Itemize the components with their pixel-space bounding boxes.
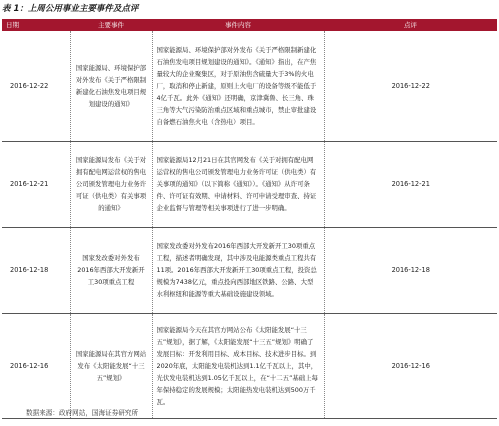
cell-content: 国家能源局今天在其官方网站公布《太阳能发展“十三五”规划》，据了解，《太阳能发展“十三五”规划》明确了发展目标：开发利用目标、成本目标、技术进步目标。到2020年底，太阳能发电装机达到1.1亿千瓦以上，其中，光伏发电装机达到1.05亿千瓦以上，在“十二五”基础上每年保持稳定的发展规模；太阳能热发电装机达到500万千瓦。 xyxy=(152,313,324,418)
cell-subject: 国家能源局发布《关于对拥有配电网运营权的售电公司颁发管理电力业务许可证（供电类）有关事项的通知》 xyxy=(70,141,152,227)
cell-content: 国家能源局12月21日在其官网发布《关于对拥有配电网运营权的售电公司颁发管理电力业务许可证（供电类）有关事项的通知》（以下简称《通知》）。《通知》从许可条件、许可证有效期、申请材料、许可申请受理审查、持证企业监督与管理等相关事项进行了进一步明确。 xyxy=(152,141,324,227)
cell-subject: 国家能源局、环境保护部对外发布《关于严格限制新建化石油焦发电项目规划建设的通知》 xyxy=(70,31,152,141)
cell-comment: 2016-12-22 xyxy=(324,31,497,141)
cell-content: 国家发改委对外发布2016年西部大开发新开工30项重点工程，描述者明确发现，其中涉及电能源类重点工程共有11项。2016年西部大开发新开工30项重点工程，投资总规模为7438亿元，重点投向西部地区铁路、公路、大型水利枢纽和能源等重大基础设施建设领域。 xyxy=(152,227,324,313)
cell-subject: 国家发改委对外发布2016年西部大开发新开工30项重点工程 xyxy=(70,227,152,313)
cell-subject: 国家能源局在其官方网站发布《太阳能发展“十三五”规划》 xyxy=(70,313,152,418)
cell-comment: 2016-12-21 xyxy=(324,141,497,227)
cell-date: 2016-12-18 xyxy=(2,227,70,313)
table-header-row xyxy=(2,19,497,31)
cell-date: 2016-12-16 xyxy=(2,313,70,418)
events-table xyxy=(2,19,497,419)
header-content: 事件内容 xyxy=(152,19,324,31)
cell-comment: 2016-12-16 xyxy=(324,313,497,418)
header-comment: 点评 xyxy=(324,19,497,31)
table-title: 表 1：上周公用事业主要事件及点评 xyxy=(2,4,139,14)
cell-date: 2016-12-21 xyxy=(2,141,70,227)
cell-date: 2016-12-22 xyxy=(2,31,70,141)
cell-comment: 2016-12-18 xyxy=(324,227,497,313)
table-row xyxy=(2,141,497,227)
cell-content: 国家能源局、环境保护部对外发布《关于严格限制新建化石油焦发电项目规划建设的通知》。《通知》指出，在产焦量较大的企业聚集区，对于原油焦含硫量大于3%的火电厂，取消和停止新建，原则上火电厂的设备等级不能低于4亿千瓦。此外《通知》还明确，京津冀鲁、长三角、珠三角等大气污染防治重点区域和重点城市，禁止审批建设自备燃石油焦火电（含热电）项目。 xyxy=(152,31,324,141)
table-row xyxy=(2,31,497,141)
table-row xyxy=(2,313,497,418)
data-source-note: 数据来源：政府网站，国海证券研究所 xyxy=(26,409,139,417)
table-row xyxy=(2,227,497,313)
header-date: 日期 xyxy=(2,19,70,31)
header-subject: 主要事件 xyxy=(70,19,152,31)
